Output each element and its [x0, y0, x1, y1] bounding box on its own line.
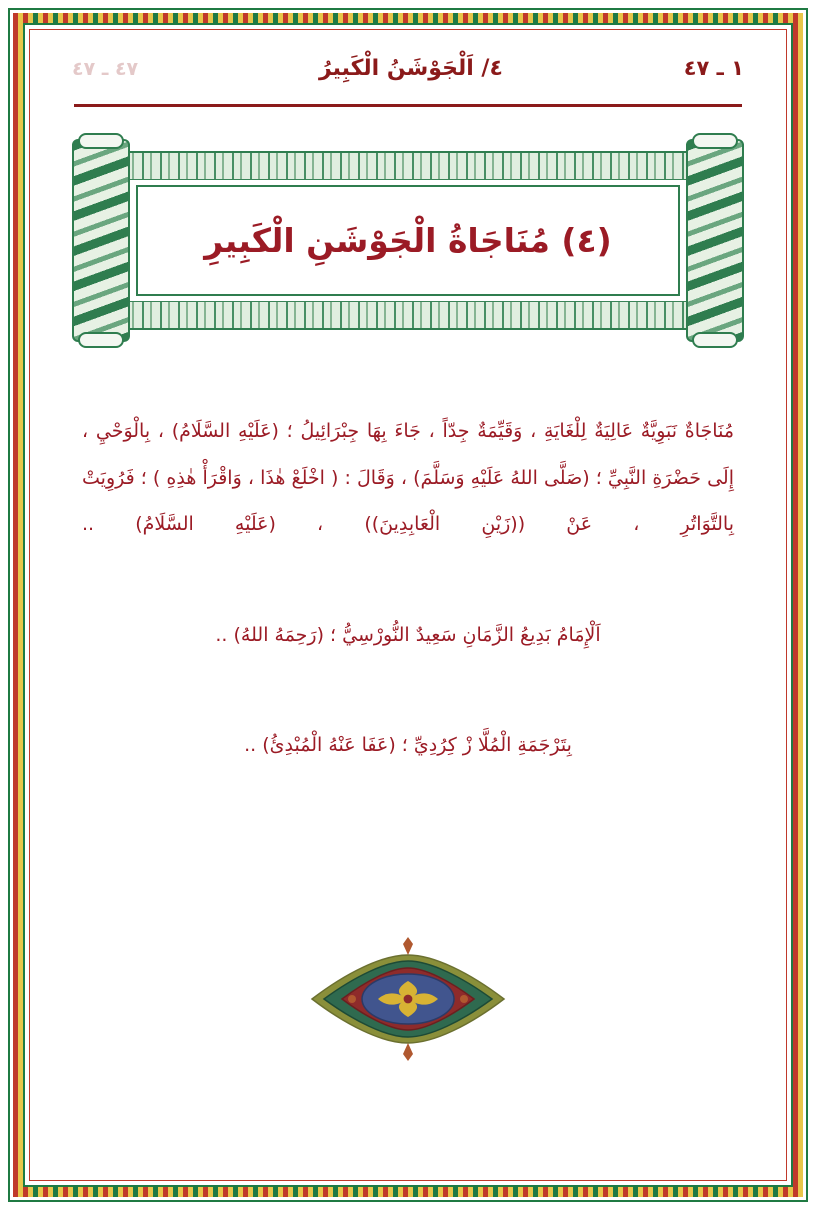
body-text-block [64, 408, 752, 769]
chapter-title: (٤) مُنَاجَاةُ الْجَوْشَنِ الْكَبِيرِ [204, 220, 612, 260]
scroll-roll-right [686, 139, 744, 342]
scroll-roll-cap-top-right [692, 133, 738, 149]
scroll-parchment-body [124, 151, 692, 330]
header-book-title: ٤/ اَلْجَوْشَنُ الْكَبِيرُ [318, 56, 503, 81]
page-content [34, 34, 782, 1176]
paragraph-spacer-2 [82, 677, 734, 703]
scroll-ornament-bottom [126, 301, 690, 328]
paragraph-translator-attribution: بِتَرْجَمَةِ الْمُلَّا زْ كِرُدِيِّ ؛ (عَفَا عَنْهُ الْمُبْدِئُ) .. [244, 734, 572, 757]
scroll-roll-cap-bottom-left [78, 332, 124, 348]
title-scroll-banner [72, 133, 744, 348]
scroll-roll-cap-top-left [78, 133, 124, 149]
page-header [64, 56, 752, 96]
scroll-ornament-top [126, 153, 690, 180]
header-page-number-left: ٤٧ ـ ٤٧ [72, 58, 139, 80]
scroll-roll-cap-bottom-right [692, 332, 738, 348]
scroll-roll-left [72, 139, 130, 342]
bottom-ornament-container [34, 934, 782, 1064]
floral-medallion-icon [293, 934, 523, 1064]
paragraph-author-attribution: اَلْإِمَامُ بَدِيعُ الزَّمَانِ سَعِيدٌ النُّورْسِيُّ ؛ (رَحِمَهُ اللهُ) .. [215, 623, 601, 646]
header-divider-rule [74, 104, 742, 107]
header-page-number-right: ١ ـ ٤٧ [683, 56, 744, 80]
scroll-inner-frame [136, 185, 680, 296]
paragraph-spacer-1 [82, 567, 734, 593]
paragraph-introduction: مُنَاجَاةٌ نَبَوِيَّةٌ عَالِيَةٌ لِلْغَايَةِ ، وَقَيِّمَةٌ جِدّاً ، جَاءَ بِهَا جِبْرَائِيلُ ؛ (عَلَيْهِ السَّلَامُ) ، بِالْوَحْيِ ، إِلَى حَضْرَةِ النَّبِيِّ ؛ (صَلَّى اللهُ عَلَيْهِ وَسَلَّمَ) ، وَقَالَ : ( اخْلَعْ هٰذَا ، وَاقْرَأْ هٰذِهِ ) ؛ فَرُوِيَتْ بِالتَّوَاتُرِ ، عَنْ ((زَيْنِ الْعَابِدِينَ)) ، (عَلَيْهِ السَّلَامُ) .. [82, 420, 734, 536]
